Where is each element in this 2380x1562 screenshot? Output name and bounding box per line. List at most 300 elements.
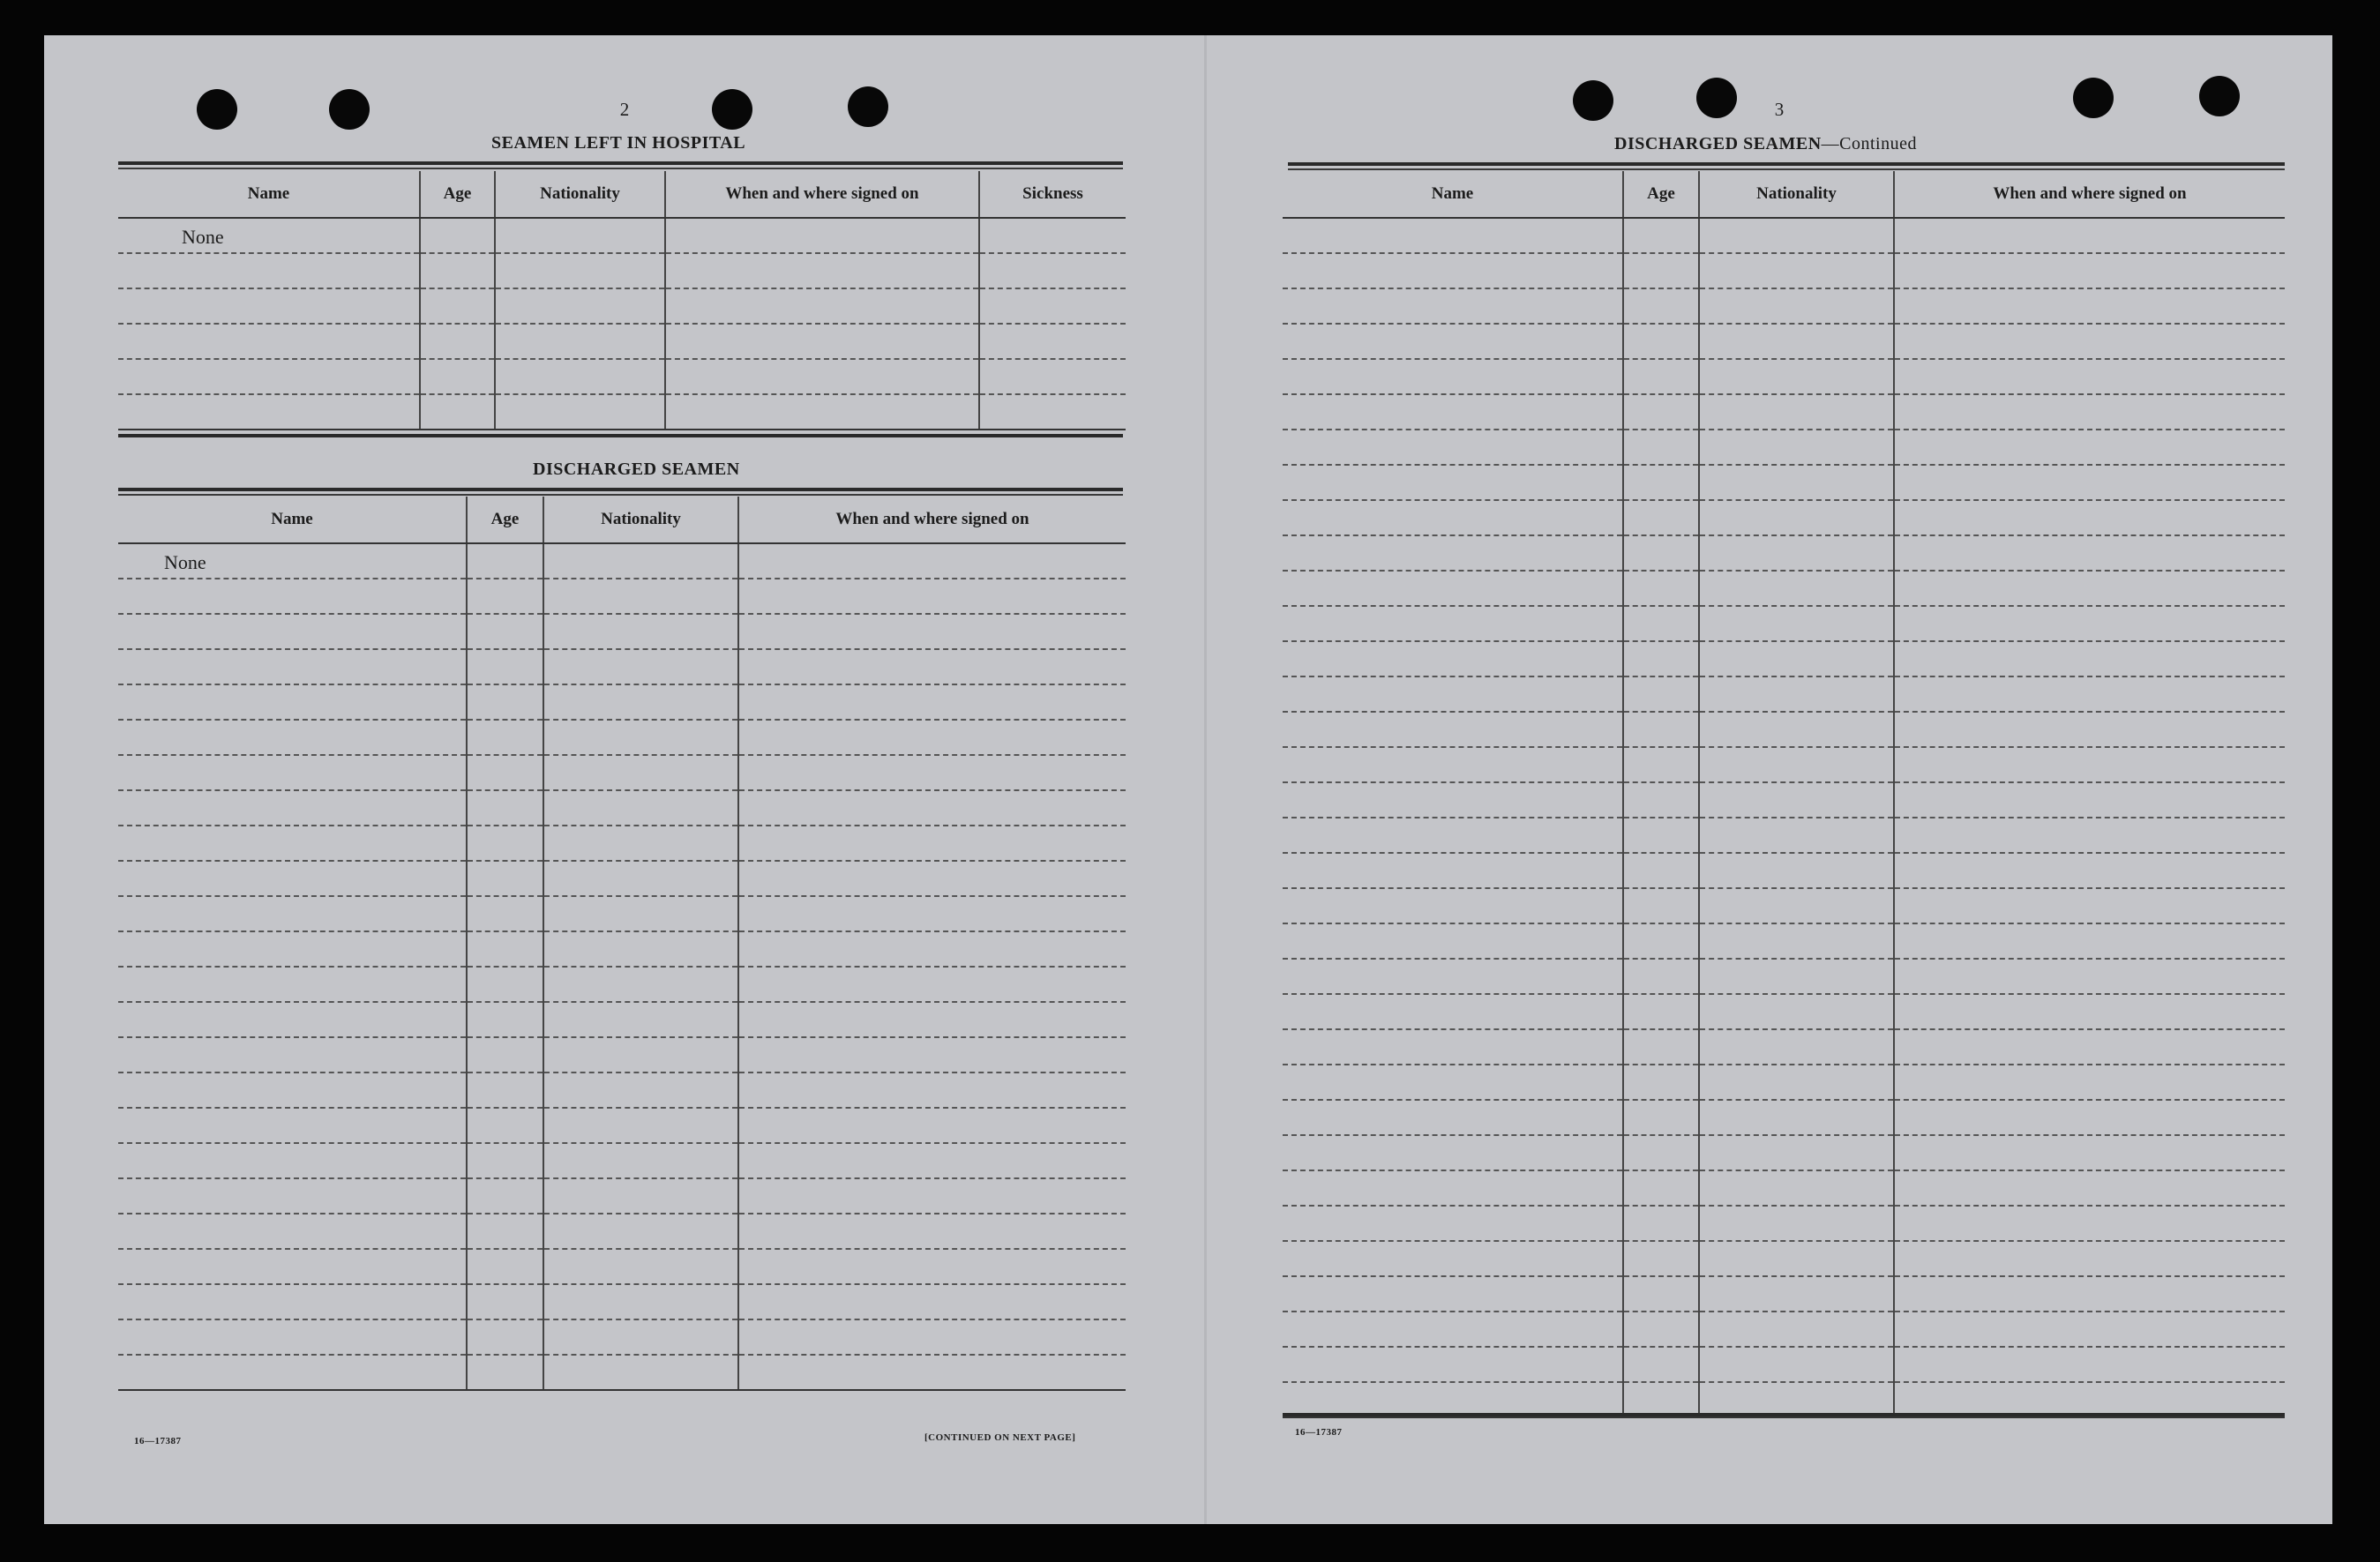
table-row (1283, 1135, 2285, 1170)
table-cell (1894, 1312, 2285, 1347)
table-cell (1283, 747, 1623, 782)
table-cell (1283, 923, 1623, 959)
column-header-age: Age (1623, 171, 1699, 218)
table-cell (1283, 1029, 1623, 1065)
table-cell (543, 684, 738, 720)
table-cell (118, 543, 467, 579)
table-row (118, 1214, 1126, 1249)
table-cell (543, 1214, 738, 1249)
top-rule-right (1288, 162, 2285, 166)
table-cell (1699, 1382, 1894, 1417)
table-cell (1894, 1170, 2285, 1206)
discharged-table (118, 497, 1126, 1391)
table-cell (1894, 606, 2285, 641)
table-row (1283, 1241, 2285, 1276)
table-cell (738, 1108, 1126, 1143)
table-row (118, 1249, 1126, 1284)
table-cell (979, 394, 1126, 430)
table-row (1283, 1312, 2285, 1347)
table-cell (467, 720, 543, 755)
table-row (118, 720, 1126, 755)
table-cell (1623, 818, 1699, 853)
table-cell (1699, 853, 1894, 888)
table-row (1283, 606, 2285, 641)
table-row (1283, 288, 2285, 324)
table-cell (738, 967, 1126, 1002)
table-cell (1894, 1347, 2285, 1382)
table-cell (1699, 1170, 1894, 1206)
table-row (1283, 430, 2285, 465)
table-cell (467, 543, 543, 579)
table-cell (543, 1355, 738, 1390)
table-cell (543, 1284, 738, 1319)
table-cell (738, 1319, 1126, 1355)
table-cell (1699, 535, 1894, 571)
table-cell (1623, 606, 1699, 641)
table-row (1283, 465, 2285, 500)
table-row (118, 1319, 1126, 1355)
discharged-continued-table (1283, 171, 2285, 1418)
table-cell (118, 649, 467, 684)
table-cell (495, 253, 665, 288)
table-cell (420, 253, 495, 288)
form-number-left: 16—17387 (134, 1436, 182, 1446)
discharged-section-title: DISCHARGED SEAMEN (533, 460, 740, 479)
table-cell (1699, 782, 1894, 818)
table-cell (738, 755, 1126, 790)
table-cell (1894, 1382, 2285, 1417)
table-cell (1894, 465, 2285, 500)
table-row (118, 896, 1126, 931)
table-cell (543, 896, 738, 931)
table-cell (738, 1355, 1126, 1390)
table-cell (543, 1249, 738, 1284)
table-row (1283, 253, 2285, 288)
table-cell (1283, 1241, 1623, 1276)
table-cell (1623, 959, 1699, 994)
table-cell (495, 394, 665, 430)
table-cell (118, 579, 467, 614)
table-cell (738, 1214, 1126, 1249)
table-cell (118, 755, 467, 790)
table-cell (1894, 923, 2285, 959)
table-cell (665, 394, 979, 430)
table-cell (1894, 253, 2285, 288)
table-cell (1623, 1276, 1699, 1312)
table-cell (467, 1249, 543, 1284)
table-row (118, 931, 1126, 967)
column-header-age: Age (420, 171, 495, 218)
table-cell (738, 931, 1126, 967)
table-row (1283, 888, 2285, 923)
table-cell (1623, 1382, 1699, 1417)
table-cell (495, 218, 665, 253)
table-row (1283, 994, 2285, 1029)
table-row (1283, 500, 2285, 535)
table-cell (467, 790, 543, 826)
table-cell (738, 543, 1126, 579)
table-cell (1699, 359, 1894, 394)
table-row (1283, 641, 2285, 676)
table-cell (1283, 1206, 1623, 1241)
table-cell (1894, 959, 2285, 994)
table-row (118, 1037, 1126, 1072)
table-cell (1699, 923, 1894, 959)
table-cell (1283, 853, 1623, 888)
table-row (1283, 394, 2285, 430)
table-cell (467, 1108, 543, 1143)
table-cell (1699, 959, 1894, 994)
table-row (118, 649, 1126, 684)
table-cell (1699, 747, 1894, 782)
table-cell (467, 1002, 543, 1037)
table-cell (1623, 676, 1699, 712)
table-cell (118, 720, 467, 755)
table-cell (979, 288, 1126, 324)
table-cell (1894, 747, 2285, 782)
table-cell (543, 543, 738, 579)
table-cell (495, 359, 665, 394)
table-cell (1623, 994, 1699, 1029)
table-row (118, 394, 1126, 430)
table-cell (1623, 1170, 1699, 1206)
table-cell (543, 967, 738, 1002)
punch-hole (197, 89, 237, 130)
table-cell (118, 1178, 467, 1214)
table-cell (1699, 1065, 1894, 1100)
table-cell (1894, 641, 2285, 676)
table-cell (1623, 747, 1699, 782)
table-cell (118, 253, 420, 288)
table-cell (543, 861, 738, 896)
table-cell (1894, 1100, 2285, 1135)
table-cell (1699, 1029, 1894, 1065)
table-cell (1623, 535, 1699, 571)
table-cell (118, 1284, 467, 1319)
table-row (118, 324, 1126, 359)
table-cell (467, 967, 543, 1002)
table-cell (467, 1319, 543, 1355)
column-header-sickness: Sickness (979, 171, 1126, 218)
table-cell (1283, 1100, 1623, 1135)
table-cell (543, 1108, 738, 1143)
table-cell (118, 359, 420, 394)
table-cell (1699, 324, 1894, 359)
table-cell (1623, 218, 1699, 253)
table-cell (467, 896, 543, 931)
table-cell (738, 684, 1126, 720)
center-fold (1204, 35, 1207, 1524)
table-cell (420, 394, 495, 430)
table-cell (738, 720, 1126, 755)
table-cell (1283, 1347, 1623, 1382)
table-cell (543, 1143, 738, 1178)
table-cell (1699, 1135, 1894, 1170)
table-cell (118, 861, 467, 896)
table-row (118, 1072, 1126, 1108)
table-cell (1894, 571, 2285, 606)
table-row (118, 1108, 1126, 1143)
table-cell (1623, 571, 1699, 606)
table-cell (543, 720, 738, 755)
column-header-age: Age (467, 497, 543, 543)
table-cell (665, 359, 979, 394)
table-cell (979, 218, 1126, 253)
table-cell (1623, 1100, 1699, 1135)
table-row (118, 359, 1126, 394)
table-cell (738, 614, 1126, 649)
table-cell (1699, 465, 1894, 500)
table-row (118, 790, 1126, 826)
table-cell (665, 253, 979, 288)
table-cell (1623, 888, 1699, 923)
table-cell (1894, 888, 2285, 923)
column-header-when-and-where-signed-on: When and where signed on (738, 497, 1126, 543)
column-header-nationality: Nationality (495, 171, 665, 218)
table-cell (1283, 500, 1623, 535)
hospital-section-title: SEAMEN LEFT IN HOSPITAL (491, 133, 746, 153)
table-cell (1623, 1135, 1699, 1170)
table-cell (979, 359, 1126, 394)
table-cell (1623, 1312, 1699, 1347)
discharged-continued-title (1614, 134, 1917, 154)
table-cell (467, 1143, 543, 1178)
table-row (118, 861, 1126, 896)
table-cell (1623, 394, 1699, 430)
punch-hole (848, 86, 888, 127)
table-cell (543, 790, 738, 826)
table-cell (1283, 1135, 1623, 1170)
table-cell (1623, 324, 1699, 359)
table-cell (1894, 1065, 2285, 1100)
table-cell (1623, 1029, 1699, 1065)
table-cell (1283, 324, 1623, 359)
bottom-rule-right (1283, 1413, 2285, 1416)
table-cell (1283, 1065, 1623, 1100)
table-cell (467, 614, 543, 649)
table-cell (118, 826, 467, 861)
table-cell (738, 649, 1126, 684)
table-cell (467, 579, 543, 614)
table-cell (543, 755, 738, 790)
table-cell (1283, 288, 1623, 324)
table-cell (1894, 535, 2285, 571)
table-cell (665, 324, 979, 359)
table-cell (1699, 1206, 1894, 1241)
punch-hole (1696, 78, 1737, 118)
table-row (1283, 1065, 2285, 1100)
continued-note: [CONTINUED ON NEXT PAGE] (924, 1432, 1076, 1443)
table-cell (738, 1284, 1126, 1319)
table-cell (118, 1072, 467, 1108)
table-cell (1623, 359, 1699, 394)
table-cell (1283, 1276, 1623, 1312)
table-row (118, 826, 1126, 861)
table-cell (543, 1072, 738, 1108)
table-cell (738, 579, 1126, 614)
table-cell (118, 288, 420, 324)
table-cell (118, 1319, 467, 1355)
top-rule-left (118, 161, 1123, 165)
table-cell (1623, 923, 1699, 959)
table-row (1283, 1347, 2285, 1382)
table-cell (1623, 1347, 1699, 1382)
table-row (1283, 853, 2285, 888)
table-cell (1894, 218, 2285, 253)
table-cell (118, 218, 420, 253)
table-cell (1699, 1241, 1894, 1276)
table-cell (1623, 641, 1699, 676)
table-cell (1283, 782, 1623, 818)
table-cell (1894, 1276, 2285, 1312)
table-cell (1894, 324, 2285, 359)
table-cell (665, 218, 979, 253)
table-cell (1894, 1135, 2285, 1170)
table-cell (118, 1214, 467, 1249)
table-row (118, 1143, 1126, 1178)
table-cell (495, 288, 665, 324)
table-cell (1699, 888, 1894, 923)
column-header-when-and-where-signed-on: When and where signed on (1894, 171, 2285, 218)
table-cell (1623, 1241, 1699, 1276)
table-row (1283, 535, 2285, 571)
table-cell (738, 1249, 1126, 1284)
table-row (1283, 218, 2285, 253)
table-row (118, 1178, 1126, 1214)
table-cell (1283, 959, 1623, 994)
table-cell (118, 1037, 467, 1072)
table-cell (467, 861, 543, 896)
table-cell (118, 1002, 467, 1037)
table-cell (1699, 1347, 1894, 1382)
column-header-when-and-where-signed-on: When and where signed on (665, 171, 979, 218)
table-cell (1699, 712, 1894, 747)
table-cell (118, 394, 420, 430)
table-row (1283, 747, 2285, 782)
table-cell (118, 614, 467, 649)
table-cell (1699, 1312, 1894, 1347)
table-cell (1699, 676, 1894, 712)
table-cell (118, 324, 420, 359)
page-number-right: 3 (1774, 99, 1785, 120)
table-cell (118, 1108, 467, 1143)
table-cell (738, 1002, 1126, 1037)
table-row (1283, 571, 2285, 606)
table-cell (1283, 676, 1623, 712)
table-cell (118, 896, 467, 931)
table-cell (1283, 253, 1623, 288)
table-cell (1894, 1241, 2285, 1276)
table-row (1283, 1170, 2285, 1206)
table-row (118, 1355, 1126, 1390)
table-cell (1699, 818, 1894, 853)
table-cell (118, 1143, 467, 1178)
table-cell (1623, 712, 1699, 747)
table-cell (1623, 430, 1699, 465)
punch-hole (712, 89, 752, 130)
table-cell (1894, 394, 2285, 430)
table-row (1283, 712, 2285, 747)
table-cell (420, 288, 495, 324)
table-cell (1283, 571, 1623, 606)
table-cell (1283, 818, 1623, 853)
table-row (1283, 818, 2285, 853)
page-number-left: 2 (619, 99, 630, 120)
table-cell (1283, 1382, 1623, 1417)
table-cell (1699, 500, 1894, 535)
table-cell (1283, 394, 1623, 430)
table-cell (1623, 1065, 1699, 1100)
column-header-name: Name (118, 171, 420, 218)
table-cell (543, 826, 738, 861)
table-cell (738, 1037, 1126, 1072)
table-row (1283, 1276, 2285, 1312)
table-cell (1699, 253, 1894, 288)
table-cell (118, 1249, 467, 1284)
table-cell (1623, 853, 1699, 888)
table-row (118, 684, 1126, 720)
discharged-continued-title-main: DISCHARGED SEAMEN (1614, 134, 1822, 153)
table-row (118, 614, 1126, 649)
table-cell (118, 790, 467, 826)
table-cell (1283, 641, 1623, 676)
table-row (1283, 324, 2285, 359)
table-cell (1699, 994, 1894, 1029)
table-cell (467, 1037, 543, 1072)
table-cell (1623, 782, 1699, 818)
table-cell (467, 1072, 543, 1108)
table-cell (1894, 818, 2285, 853)
table-row (1283, 1100, 2285, 1135)
table-cell (1699, 430, 1894, 465)
discharged-top-rule-thin (118, 494, 1123, 496)
document-sheet (44, 35, 2332, 1524)
table-row (118, 218, 1126, 253)
table-cell (467, 931, 543, 967)
table-cell (1894, 676, 2285, 712)
table-cell (543, 931, 738, 967)
table-cell (738, 790, 1126, 826)
table-cell (543, 1002, 738, 1037)
table-row (118, 253, 1126, 288)
table-cell (1894, 712, 2285, 747)
table-cell (1283, 888, 1623, 923)
table-row (118, 967, 1126, 1002)
table-cell (979, 253, 1126, 288)
table-cell (1699, 1100, 1894, 1135)
table-row (1283, 782, 2285, 818)
table-cell (979, 324, 1126, 359)
table-cell (1283, 359, 1623, 394)
column-header-nationality: Nationality (1699, 171, 1894, 218)
table-cell (467, 684, 543, 720)
table-cell (543, 649, 738, 684)
table-cell (543, 1319, 738, 1355)
table-cell (1894, 288, 2285, 324)
table-cell (1699, 218, 1894, 253)
table-cell (543, 614, 738, 649)
punch-hole (1573, 80, 1613, 121)
column-header-name: Name (1283, 171, 1623, 218)
table-row (1283, 959, 2285, 994)
table-cell (1894, 1029, 2285, 1065)
table-cell (495, 324, 665, 359)
table-cell (1623, 465, 1699, 500)
table-cell (1283, 712, 1623, 747)
table-row (118, 1284, 1126, 1319)
name-entry: None (182, 226, 224, 248)
table-cell (118, 967, 467, 1002)
